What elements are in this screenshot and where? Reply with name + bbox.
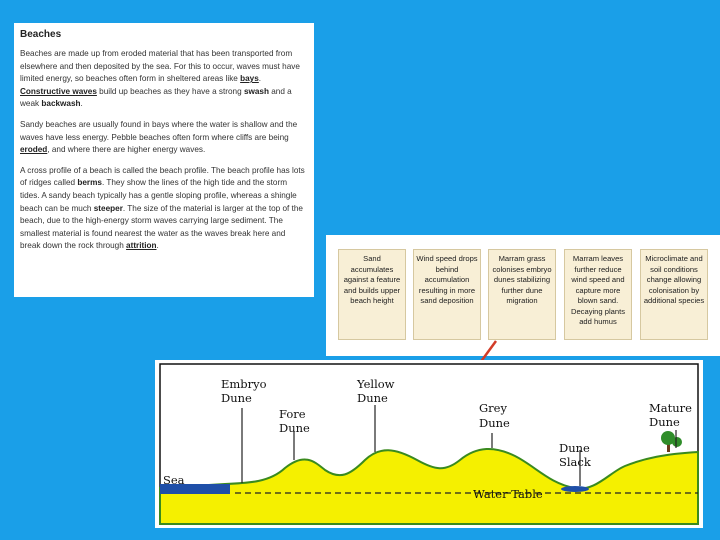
stage-box-1: Sand accumulates against a feature and builds upper beach height (338, 249, 406, 340)
dune-slack-label-2: Slack (559, 455, 591, 469)
term-constructive-waves: Constructive waves (20, 86, 97, 96)
slack-pool (561, 486, 589, 492)
term-swash: swash (243, 86, 269, 96)
yellow-dune-label-2: Dune (357, 391, 388, 405)
dune-cross-section-diagram (155, 360, 703, 528)
yellow-dune-label-1: Yellow (357, 377, 395, 391)
fore-dune-label-1: Fore (279, 407, 306, 421)
stage-box-3: Marram grass colonises embryo dunes stabilizing further dune migration (488, 249, 556, 340)
grey-dune-label-2: Dune (479, 416, 510, 430)
water-table-label: Water Table (473, 487, 543, 501)
fore-dune-label-2: Dune (279, 421, 310, 435)
embryo-dune-label-2: Dune (221, 391, 252, 405)
grey-dune-label-1: Grey (479, 401, 507, 415)
beaches-title: Beaches (20, 29, 62, 40)
sea-label: Sea (163, 473, 185, 487)
mature-dune-label-1: Mature (649, 401, 692, 415)
term-backwash: backwash (41, 99, 81, 109)
stage-box-4: Marram leaves further reduce wind speed and capture more blown sand. Decaying plants add humus (564, 249, 632, 340)
paragraph-1: Beaches are made up from eroded material that has been transported from elsewhere and then deposited by the sea. For this to occur, waves must have limited energy, so beaches often form in sheltered areas like bays. Constructive waves build up beaches as they have a strong swash and a weak backwash. (20, 49, 300, 109)
mature-dune-label-2: Dune (649, 415, 680, 429)
term-eroded: eroded (20, 145, 48, 155)
paragraph-3: A cross profile of a beach is called the beach profile. The beach profile has lots of ridges called berms. They show the lines of the high tide and the storm tides. A sandy beach typically has a gentle sloping profile, whereas a shingle beach can be much steeper. The size of the material is larger at the top of the beach, due to the high-energy storm waves carrying large sediment. The smallest material is found nearest the water as the waves break here and break down the rock through attrition. (20, 165, 305, 251)
embryo-dune-label-1: Embryo (221, 377, 267, 391)
stage-box-2: Wind speed drops behind accumulation resulting in more sand deposition (413, 249, 481, 340)
dune-slack-label-1: Dune (559, 441, 590, 455)
term-attrition: attrition (126, 241, 157, 251)
term-bays: bays (240, 74, 259, 84)
stage-box-5: Microclimate and soil conditions change allowing colonisation by additional species (640, 249, 708, 340)
paragraph-2: Sandy beaches are usually found in bays where the water is shallow and the waves have less energy. Pebble beaches often form where cliffs are being eroded, and where there are higher energy waves. (20, 119, 298, 155)
term-steeper: steeper (93, 203, 123, 213)
term-berms: berms (77, 178, 102, 188)
